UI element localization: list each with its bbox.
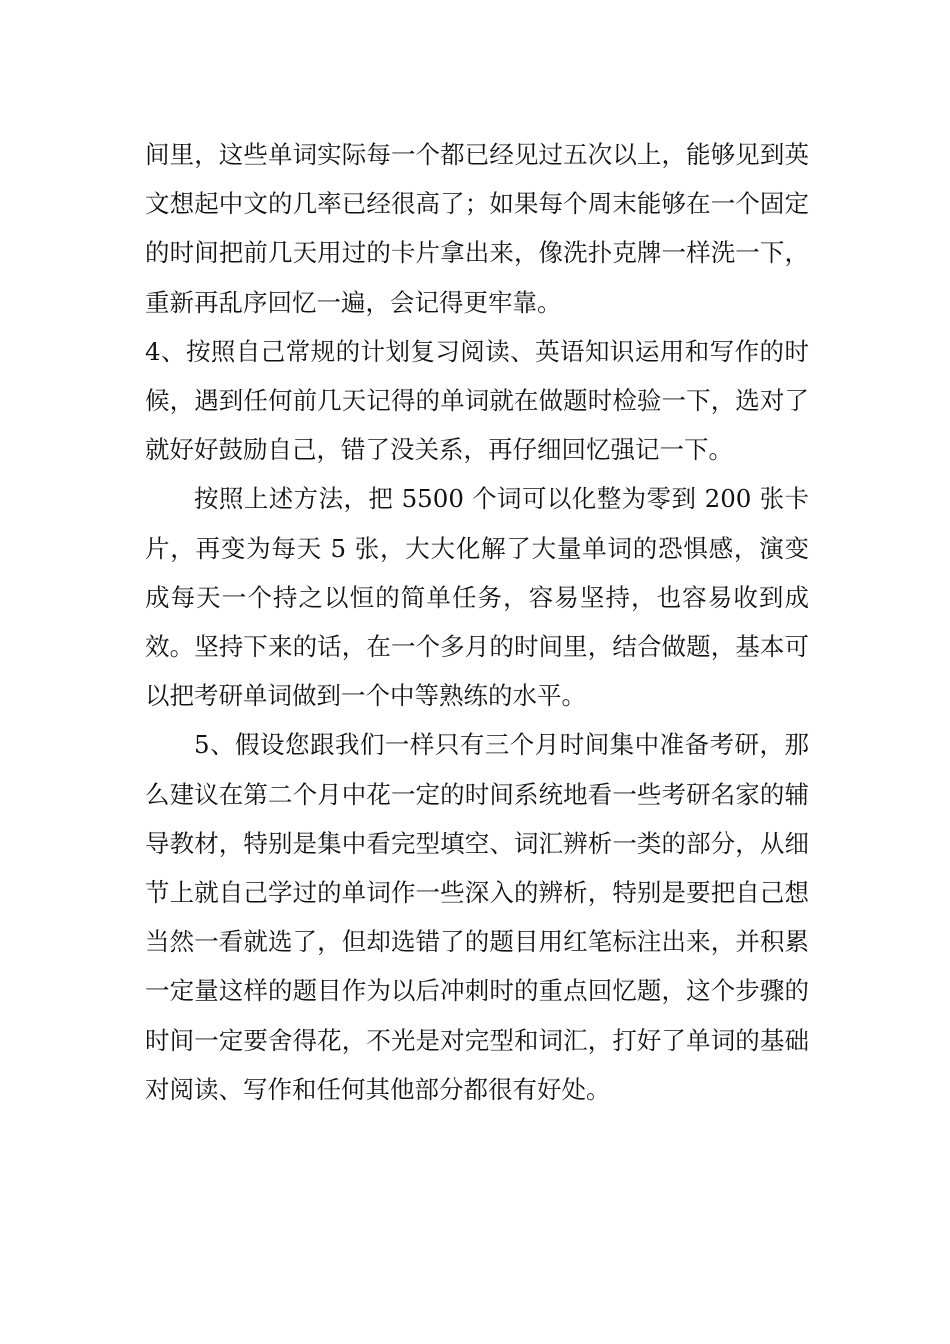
paragraph-method-summary: 按照上述方法，把 5500 个词可以化整为零到 200 张卡片，再变为每天 5 张，大大化解了大量单词的恐惧感，演变成每天一个持之以恒的简单任务，容易坚持，也容易收到成效。坚持下来的话，在一个多月的时间里，结合做题，基本可以把考研单词做到一个中等熟练的水平。 (145, 484, 809, 711)
paragraph-step-5: 5、假设您跟我们一样只有三个月时间集中准备考研，那么建议在第二个月中花一定的时间系统地看一些考研名家的辅导教材，特别是集中看完型填空、词汇辨析一类的部分，从细节上就自己学过的单词作一些深入的辨析，特别是要把自己想当然一看就选了，但却选错了的题目用红笔标注出来，并积累一定量这样的题目作为以后冲刺时的重点回忆题，这个步骤的时间一定要舍得花，不光是对完型和词汇，打好了单词的基础对阅读、写作和任何其他部分都很有好处。 (145, 730, 809, 1104)
paragraph-continuation: 间里，这些单词实际每一个都已经见过五次以上，能够见到英文想起中文的几率已经很高了；如果每个周末能够在一个固定的时间把前几天用过的卡片拿出来，像洗扑克牌一样洗一下，重新再乱序回忆一遍，会记得更牢靠。 (145, 140, 809, 317)
document-body (145, 130, 809, 1114)
paragraph-step-4: 4、按照自己常规的计划复习阅读、英语知识运用和写作的时候，遇到任何前几天记得的单词就在做题时检验一下，选对了就好好鼓励自己，错了没关系，再仔细回忆强记一下。 (145, 336, 809, 465)
